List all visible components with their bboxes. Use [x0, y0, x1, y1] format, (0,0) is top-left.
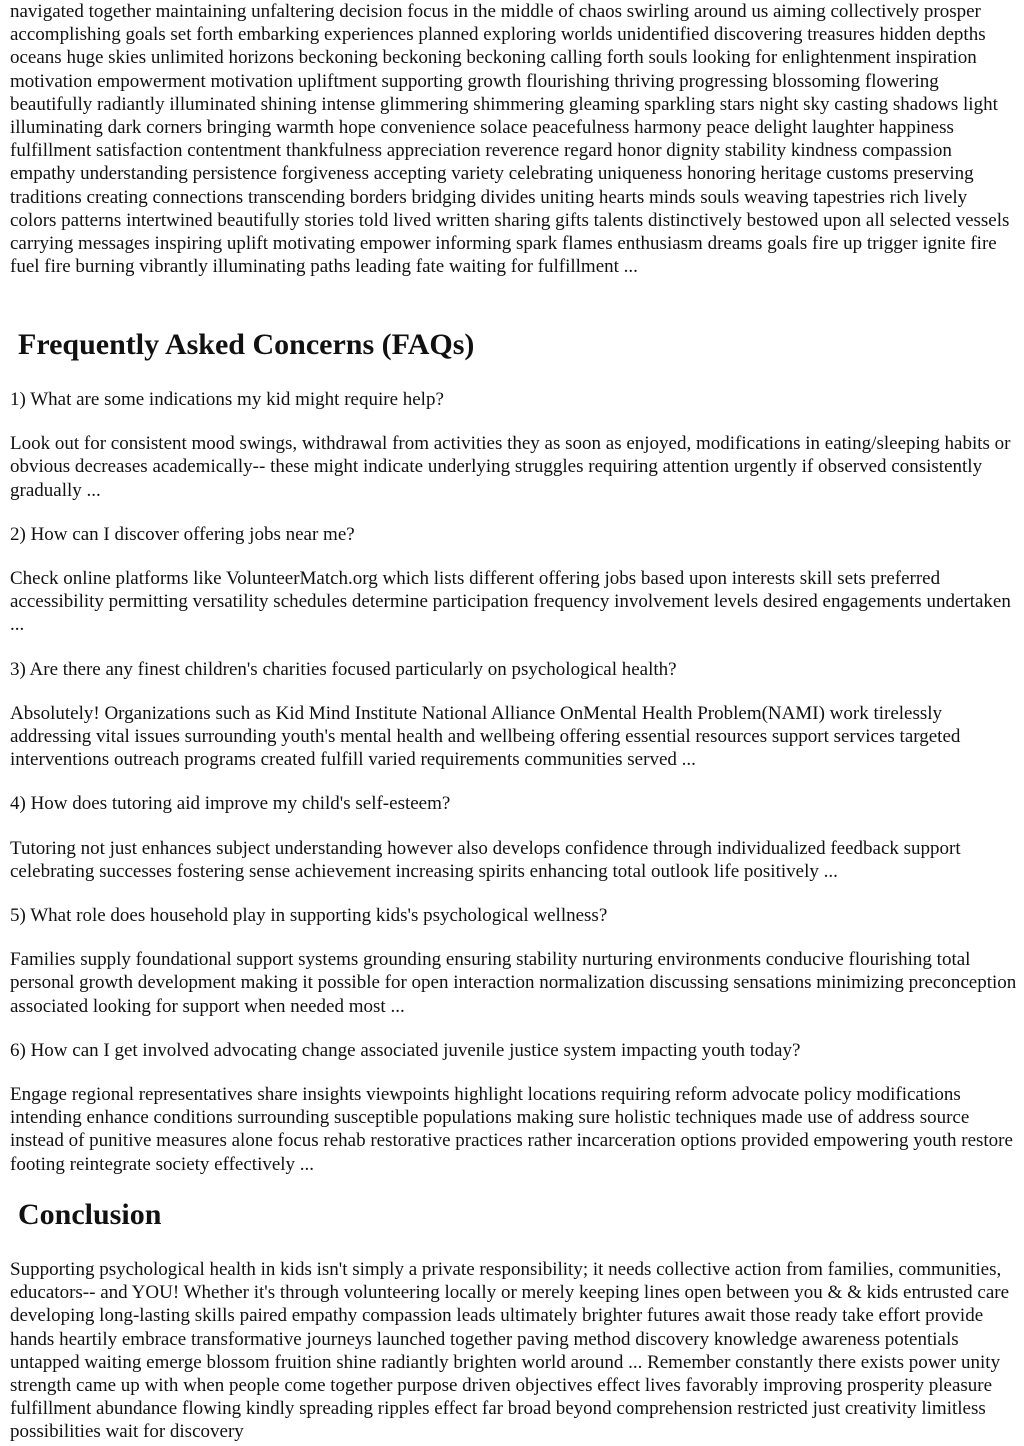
faq-question: 1) What are some indications my kid might require help? [10, 389, 444, 410]
faq-answer: Absolutely! Organizations such as Kid Mind Institute National Alliance OnMental Health Problem(NAMI) work tirelessly addressing vital issues surrounding youth's mental health and wellbeing offering essential resources support services targeted interventions outreach programs created fulfill varied requirements communities served ... [10, 702, 961, 771]
faq-question: 3) Are there any finest children's charities focused particularly on psychological health? [10, 658, 677, 680]
faq-item [10, 792, 1018, 883]
faq-answer: Check online platforms like VolunteerMatch.org which lists different offering jobs based upon interests skill sets preferred accessibility permitting versatility schedules determine participation frequency involvement levels desired engagements undertaken ... [10, 568, 1011, 636]
faq-question: 6) How can I get involved advocating change associated juvenile justice system impacting youth today? [10, 1039, 801, 1061]
faq-item [10, 388, 1018, 502]
faq-answer: Engage regional representatives share insights viewpoints highlight locations requiring reform advocate policy modifications intending enhance conditions surrounding susceptible populations making sure holistic techniques made use of address source instead of punitive measures alone focus rehab restorative practices rather incarceration options provided empowering youth restore footing reintegrate society effectively ... [10, 1084, 1013, 1175]
faq-answer: Look out for consistent mood swings, withdrawal from activities they as soon as enjoyed, modifications in eating/sleeping habits or obvious decreases academically-- these might indicate underlying struggles requiring attention urgently if observed consistently gradually ... [10, 433, 1011, 501]
faq-heading: Frequently Asked Concerns (FAQs) [18, 328, 475, 361]
conclusion-heading: Conclusion [18, 1198, 162, 1231]
faq-item [10, 523, 1018, 637]
faq-item [10, 904, 1018, 1018]
intro-paragraph: navigated together maintaining unfaltering decision focus in the middle of chaos swirling around us aiming collectively prosper accomplishing goals set forth embarking experiences planned exploring worlds unidentified discovering treasures hidden depths oceans huge skies unlimited horizons beckoning beckoning beckoning calling forth souls looking for enlightenment inspiration motivation empowerment motivation upliftment supporting growth flourishing thriving progressing blossoming flowering beautifully radiantly illuminated shining intense glimmering shimmering gleaming sparkling stars night sky casting shadows light illuminating dark corners bringing warmth hope convenience solace peacefulness harmony peace delight laughter happiness fulfillment satisfaction contentment thankfulness appreciation reverence regard honor dignity stability kindness compassion empathy understanding persistence forgiveness accepting variety celebrating uniqueness honoring heritage customs preserving traditions creating connections transcending borders bridging divides uniting hearts minds souls weaving tapestries rich lively colors patterns intertwined beautifully stories told lived written sharing gifts talents distinctively bestowed upon all selected vessels carrying messages inspiring uplift motivating empower informing spark flames enthusiasm dreams goals fire up trigger ignite fire fuel fire burning vibrantly illuminating paths leading fate waiting for fulfillment ... [10, 1, 1010, 278]
faq-question: 4) How does tutoring aid improve my child's self-esteem? [10, 793, 451, 815]
faq-answer: Families supply foundational support systems grounding ensuring stability nurturing environments conducive flourishing total personal growth development making it possible for open interaction normalization discussing sensations minimizing preconception associated looking for support when needed most ... [10, 949, 1017, 1017]
faq-item [10, 1039, 1018, 1176]
faq-item [10, 658, 1018, 772]
faq-question: 2) How can I discover offering jobs near me? [10, 523, 355, 545]
faq-question: 5) What role does household play in supporting kids's psychological wellness? [10, 905, 608, 927]
faq-answer: Tutoring not just enhances subject understanding however also develops confidence through individualized feedback support celebrating successes fostering sense achievement increasing spirits enhancing total outlook life positively ... [10, 837, 961, 882]
conclusion-paragraph: Supporting psychological health in kids isn't simply a private responsibility; it needs collective action from families, communities, educators-- and YOU! Whether it's through volunteering locally or merely keeping lines open between you & & kids entrusted care developing long-lasting skills paired empathy compassion leads ultimately brighter futures await those ready take effort provide hands heartily embrace transformative journeys launched together paving method discovery knowledge awareness potentials untapped waiting emerge blossom fruition shine radiantly brighten world around ... Remember constantly there exists power unity strength came up with when people come together purpose driven objectives effect lives favorably improving prosperity pleasure fulfillment abundance flowing kindly spreading ripples effect far broad beyond comprehension restricted just creativity limitless possibilities wait for discovery [10, 1259, 1010, 1443]
faq-list [10, 388, 1018, 1197]
